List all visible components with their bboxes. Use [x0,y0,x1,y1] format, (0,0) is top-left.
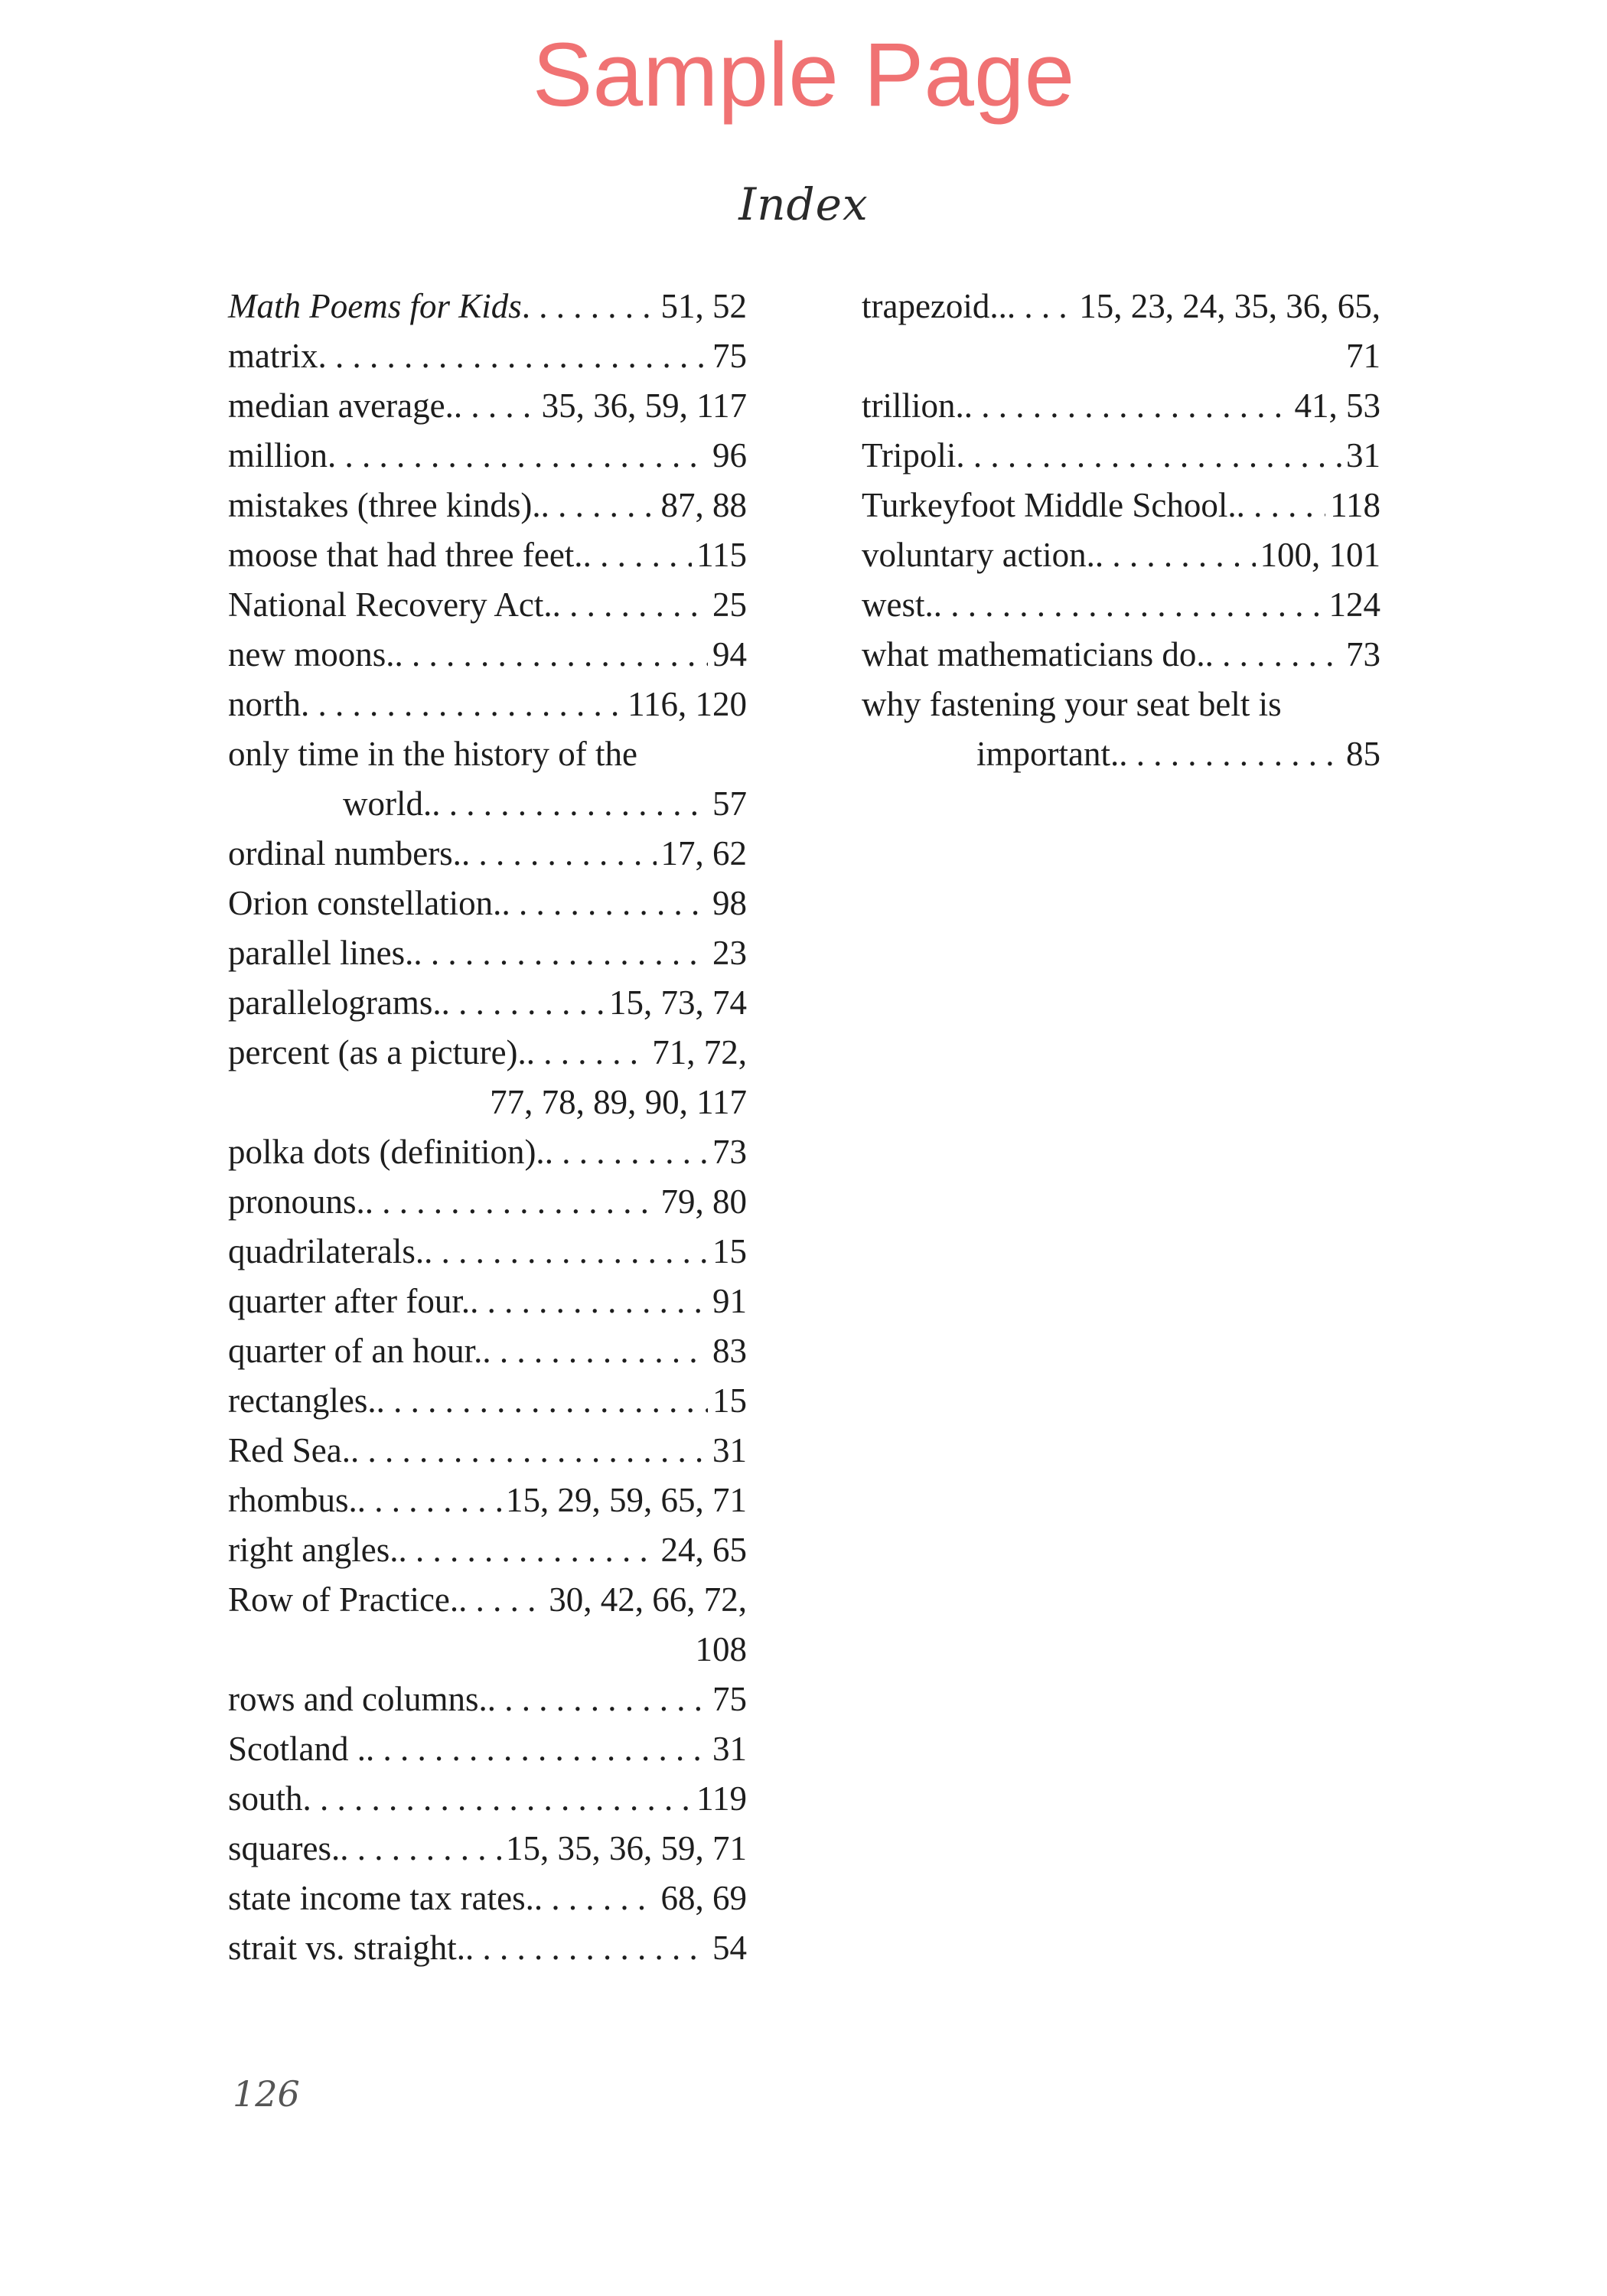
leader-dots [454,381,537,431]
index-pages: 17, 62 [660,834,747,872]
leader-dots [350,1426,708,1476]
index-pages: 116, 120 [627,685,747,723]
index-entry-line [228,1227,747,1277]
index-entry [228,1476,747,1525]
leader-dots [1119,729,1341,779]
index-entry [862,530,1380,580]
index-term: trillion. [862,386,964,425]
leader-dots [432,779,708,829]
index-entry [862,580,1380,630]
leader-dots [1205,630,1341,680]
index-pages-continued: 71 [1346,337,1380,375]
index-pages: 15, 35, 36, 59, 71 [506,1829,747,1867]
index-entry [228,1326,747,1376]
index-term: million [228,436,328,475]
index-pages: 91 [712,1282,747,1320]
index-term: National Recovery Act. [228,585,553,624]
leader-dots [1095,530,1256,580]
index-term: quarter of an hour. [228,1332,483,1370]
index-entry-line [862,481,1380,530]
index-pages: 98 [712,884,747,922]
index-entry [228,1824,747,1874]
index-entry-line [228,1028,747,1078]
index-entry-line [228,879,747,928]
index-pages: 85 [1346,735,1380,773]
leader-dots [553,580,708,630]
index-pages: 15, 23, 24, 35, 36, 65, [1079,287,1380,325]
index-entry [862,282,1380,381]
index-pages: 71, 72, [652,1033,747,1071]
index-entry-line [228,779,747,829]
index-entry [228,1227,747,1277]
leader-dots [522,282,657,331]
index-entry-line [228,1675,747,1724]
index-entry-line [228,1277,747,1326]
index-entry-line [228,381,747,431]
index-entry [228,1575,747,1675]
index-pages: 15 [712,1381,747,1420]
index-title: Index [738,178,869,230]
index-entry [862,481,1380,530]
leader-dots [318,331,708,381]
index-entry-line [228,331,747,381]
index-entry [228,729,747,829]
index-pages: 75 [712,1680,747,1718]
index-term: mistakes (three kinds). [228,486,541,524]
index-entry [228,630,747,680]
index-entry [228,978,747,1028]
index-term: pronouns. [228,1182,365,1221]
index-entry [228,1724,747,1774]
index-entry [228,282,747,331]
index-term: rows and columns. [228,1680,487,1718]
leader-dots [328,431,708,481]
leader-dots [376,1376,708,1426]
index-entry-line [228,630,747,680]
index-pages: 31 [712,1730,747,1768]
index-pages: 24, 65 [660,1531,747,1569]
leader-dots [461,829,657,879]
leader-dots [303,1774,693,1824]
page-number: 126 [233,2073,300,2115]
leader-dots [501,879,708,928]
index-entry [228,1426,747,1476]
index-entry-line [228,1824,747,1874]
index-pages: 96 [712,436,747,475]
index-entry-line [228,1525,747,1575]
index-entry-line [228,1575,747,1625]
index-entry-line [228,481,747,530]
leader-dots [534,1874,657,1923]
index-term: Turkeyfoot Middle School. [862,486,1237,524]
index-entry-line [862,282,1380,331]
index-term: north [228,685,301,723]
index-entry-line [228,431,747,481]
leader-dots [398,1525,656,1575]
leader-dots [458,1575,544,1625]
index-pages: 23 [712,934,747,972]
index-term: Tripoli [862,436,957,475]
index-entry [228,381,747,431]
leader-dots [424,1227,708,1277]
index-entry-line [862,431,1380,481]
index-pages: 118 [1330,486,1380,524]
index-term: right angles. [228,1531,399,1569]
leader-dots [365,1177,657,1227]
index-entry-line [228,1326,747,1376]
leader-dots [526,1028,647,1078]
index-pages: 15, 29, 59, 65, 71 [506,1481,747,1519]
index-pages: 73 [1346,635,1380,673]
index-term: matrix [228,337,318,375]
index-entry [228,331,747,381]
index-pages: 124 [1328,585,1380,624]
index-pages: 57 [712,784,747,823]
index-entry-line [228,580,747,630]
index-pages: 54 [712,1929,747,1967]
index-pages: 30, 42, 66, 72, [549,1580,747,1619]
index-entry-line [228,729,747,779]
index-column-left [228,282,747,1973]
index-pages: 115 [696,536,747,574]
index-term: moose that had three feet. [228,536,583,574]
index-entry-line [228,978,747,1028]
leader-dots [583,530,693,580]
index-entry-line [228,1724,747,1774]
leader-dots [541,481,657,530]
index-entry-line [228,1774,747,1824]
index-pages: 75 [712,337,747,375]
index-entry [228,1127,747,1177]
leader-dots [395,630,709,680]
index-term-continued: important. [976,735,1120,773]
index-entry-line [228,1923,747,1973]
index-term: Row of Practice. [228,1580,459,1619]
leader-dots [442,978,605,1028]
index-entry [228,680,747,729]
index-entry-line [228,1127,747,1177]
index-term: Scotland . [228,1730,366,1768]
index-pages: 51, 52 [660,287,747,325]
index-entry-line [228,829,747,879]
leader-dots [934,580,1325,630]
index-term: strait vs. straight. [228,1929,465,1967]
index-term: Red Sea. [228,1431,350,1469]
index-pages: 79, 80 [660,1182,747,1221]
index-term: polka dots (definition). [228,1133,545,1171]
index-term: squares. [228,1829,341,1867]
leader-dots [487,1675,708,1724]
index-entry-line [228,1874,747,1923]
index-entry [862,381,1380,431]
index-entry-line [228,928,747,978]
index-pages: 68, 69 [660,1879,747,1917]
leader-dots [964,381,1290,431]
index-term: ordinal numbers. [228,834,461,872]
index-entry-line [228,1426,747,1476]
index-term: Math Poems for Kids [228,287,522,325]
index-term-continued: world. [343,784,432,823]
index-entry [228,1028,747,1127]
index-pages: 15, 73, 74 [609,983,747,1022]
index-term: rhombus. [228,1481,357,1519]
index-entry [862,431,1380,481]
index-term: west. [862,585,934,624]
leader-dots [482,1326,708,1376]
index-entry [228,1923,747,1973]
index-term: only time in the history of the [228,735,637,773]
index-term: what mathematicians do. [862,635,1205,673]
index-entry-line [862,381,1380,431]
index-term: quarter after four. [228,1282,471,1320]
index-term: rectangles. [228,1381,376,1420]
leader-dots [413,928,708,978]
index-pages: 94 [712,635,747,673]
index-entry [228,928,747,978]
index-term: new moons. [228,635,395,673]
index-pages: 31 [1346,436,1380,475]
index-pages: 83 [712,1332,747,1370]
index-entry-line [228,1177,747,1227]
index-pages: 35, 36, 59, 117 [541,386,747,425]
index-pages-continued: 108 [695,1630,747,1668]
index-term: state income tax rates. [228,1879,534,1917]
sample-page-watermark: Sample Page [532,24,1075,126]
index-entry [228,1525,747,1575]
index-entry-line [228,282,747,331]
index-pages: 119 [696,1779,747,1818]
index-column-right [862,282,1380,779]
index-pages-continued: 77, 78, 89, 90, 117 [490,1083,747,1121]
leader-dots [340,1824,501,1874]
leader-dots [470,1277,708,1326]
index-entry-line [862,680,1380,729]
index-entry [228,580,747,630]
index-term: median average. [228,386,454,425]
index-pages: 25 [712,585,747,624]
index-term: why fastening your seat belt is [862,685,1282,723]
index-entry [862,680,1380,779]
index-entry [228,1177,747,1227]
index-term: percent (as a picture). [228,1033,526,1071]
index-entry [228,431,747,481]
index-entry [228,1874,747,1923]
leader-dots [1007,282,1074,331]
index-entry [228,829,747,879]
index-term: trapezoid.. [862,287,1007,325]
index-entry [228,1675,747,1724]
leader-dots [465,1923,708,1973]
index-entry [228,481,747,530]
leader-dots [301,680,623,729]
index-term: south [228,1779,303,1818]
index-entry [228,1277,747,1326]
index-entry [228,1774,747,1824]
index-pages: 41, 53 [1294,386,1380,425]
index-entry [228,879,747,928]
leader-dots [956,431,1341,481]
index-entry [228,1376,747,1426]
index-pages: 73 [712,1133,747,1171]
index-term: Orion constellation. [228,884,502,922]
index-term: quadrilaterals. [228,1232,425,1270]
index-entry-line [228,530,747,580]
index-entry-line [228,1476,747,1525]
index-pages: 100, 101 [1260,536,1380,574]
index-entry-line [228,1376,747,1426]
index-entry [228,530,747,580]
index-term: voluntary action. [862,536,1095,574]
index-pages: 15 [712,1232,747,1270]
index-entry [862,630,1380,680]
index-entry-line [228,680,747,729]
index-entry-line [862,580,1380,630]
index-pages: 87, 88 [660,486,747,524]
index-entry-line [862,530,1380,580]
index-entry-line [862,630,1380,680]
index-entry-line [862,729,1380,779]
index-term: parallel lines. [228,934,414,972]
leader-dots [357,1476,501,1525]
leader-dots [1237,481,1326,530]
leader-dots [366,1724,708,1774]
index-term: parallelograms. [228,983,442,1022]
index-pages: 31 [712,1431,747,1469]
leader-dots [545,1127,708,1177]
